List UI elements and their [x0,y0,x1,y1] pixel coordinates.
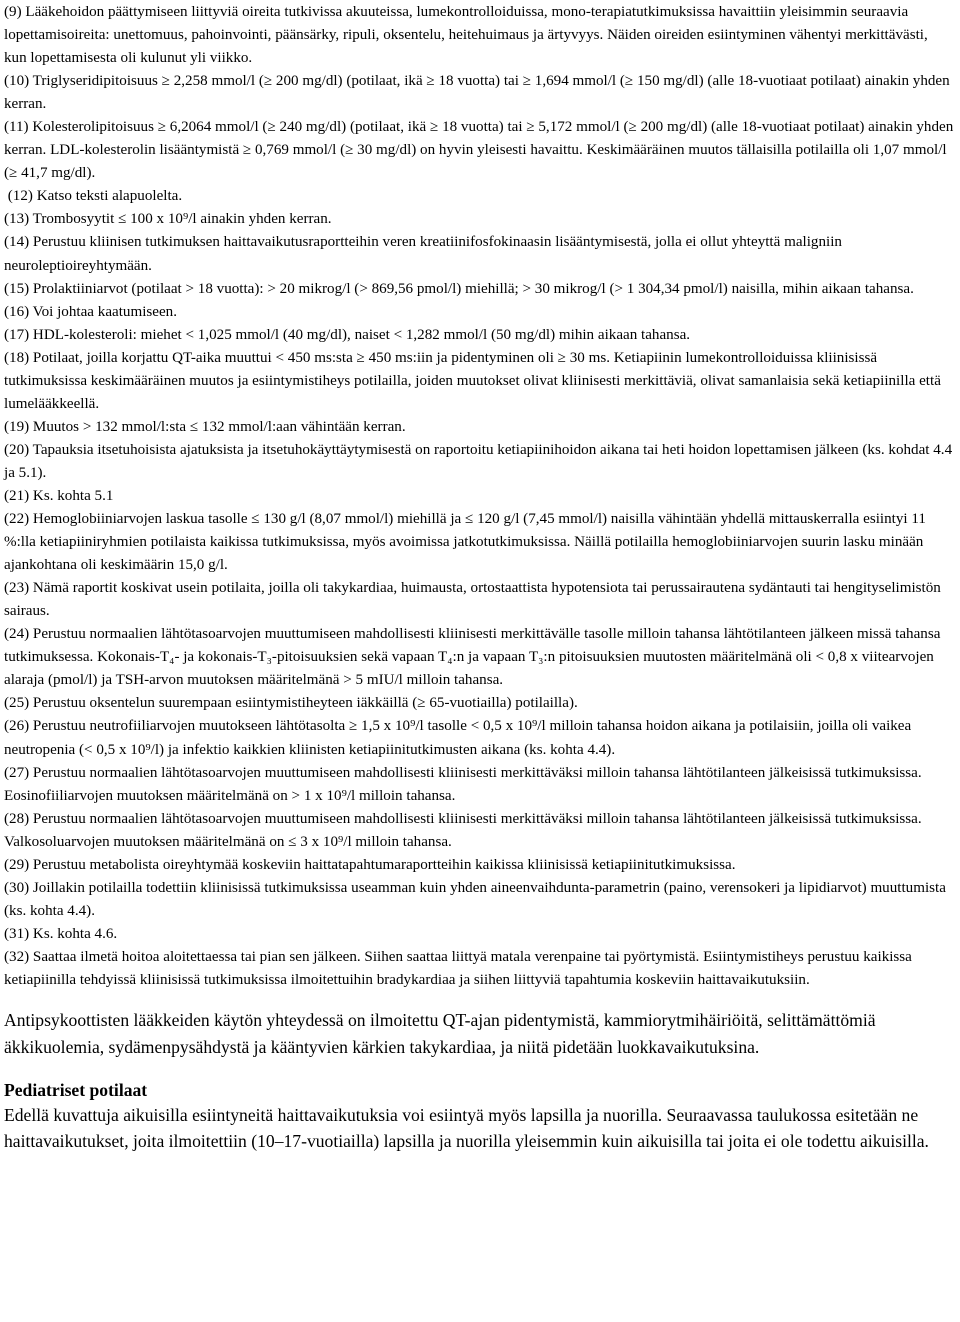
footnote-31: (31) Ks. kohta 4.6. [4,925,118,942]
footnote-29: (29) Perustuu metabolista oireyhtymää koskeviin haittatapahtumaraportteihin kaikissa kliinisissä ketiapiinitutkimuksissa. [4,856,736,873]
footnote-27: (27) Perustuu normaalien lähtötasoarvojen muuttumiseen mahdollisesti kliinisesti merkittäväksi milloin tahansa lähtötilanteen jälkeisissä tutkimuksissa. Eosinofiiliarvojen muutoksen määritelmänä on > 1 x 10⁹/l milloin tahansa. [4,764,926,804]
footnote-12: (12) Katso teksti alapuolelta. [4,188,183,205]
footnote-24: (24) Perustuu normaalien lähtötasoarvojen muuttumiseen mahdollisesti kliinisesti merkittävälle tasolle milloin tahansa lähtötilanteen jälkeen missä tahansa tutkimuksessa. Kokonais-T₄- ja kokonais-T₃-pitoisuuksien sekä vapaan T₄:n ja vapaan T₃:n pitoisuuksien muutosten määritelmänä oli < 0,8 x viitearvojen alaraja (pmol/l) ja TSH-arvon muutoksen määritelmänä > 5 mIU/l milloin tahansa. [4,626,945,689]
footnote-10: (10) Triglyseridipitoisuus ≥ 2,258 mmol/l (≥ 200 mg/dl) (potilaat, ikä ≥ 18 vuotta) tai ≥ 1,694 mmol/l (≥ 150 mg/dl) (alle 18-vuotiaat potilaat) ainakin yhden kerran. [4,73,954,113]
footnote-19: (19) Muutos > 132 mmol/l:sta ≤ 132 mmol/l:aan vähintään kerran. [4,418,406,435]
footnote-list [4,1,958,992]
pediatric-heading: Pediatriset potilaat [4,1080,148,1101]
footnote-23: (23) Nämä raportit koskivat usein potilaita, joilla oli takykardiaa, huimausta, ortostaattista hypotensiota tai perussairautena sydäntauti tai hengityselimistön sairaus. [4,580,945,620]
footnote-15: (15) Prolaktiiniarvot (potilaat > 18 vuotta): > 20 mikrog/l (> 869,56 pmol/l) miehillä; > 30 mikrog/l (> 1 304,34 pmol/l) naisilla, mihin aikaan tahansa. [4,280,914,297]
footnote-26: (26) Perustuu neutrofiiliarvojen muutokseen lähtötasolta ≥ 1,5 x 10⁹/l tasolle < 0,5 x 10⁹/l milloin tahansa hoidon aikana ja potilaisiin, joilla oli vaikea neutropenia (< 0,5 x 10⁹/l) ja infektio kaikkien kliinisten ketiapiinitutkimusten aikana (ks. kohta 4.4). [4,718,915,758]
footnote-13: (13) Trombosyytit ≤ 100 x 10⁹/l ainakin yhden kerran. [4,211,332,228]
footnote-18: (18) Potilaat, joilla korjattu QT-aika muuttui < 450 ms:sta ≥ 450 ms:iin ja pidentyminen oli ≥ 30 ms. Ketiapiinin lumekontrolloiduissa kliinisissä tutkimuksissa keskimääräinen muutos ja esiintymistiheys potilailla, joiden muutokset olivat kliinisesti merkittäviä, olivat samanlaisia sekä ketiapiinilla että lumelääkkeellä. [4,349,945,412]
document-page [4,0,958,1154]
footnote-11: (11) Kolesterolipitoisuus ≥ 6,2064 mmol/l (≥ 240 mg/dl) (potilaat, ikä ≥ 18 vuotta) tai ≥ 5,172 mmol/l (≥ 200 mg/dl) (alle 18-vuotiaat potilaat) ainakin yhden kerran. LDL-kolesterolin lisääntymistä ≥ 0,769 mmol/l (≥ 30 mg/dl) on hyvin yleisesti havaittu. Keskimääräinen muutos tällaisilla potilailla oli 1,07 mmol/l (≥ 41,7 mg/dl). [4,119,958,182]
footnote-16: (16) Voi johtaa kaatumiseen. [4,303,177,320]
footnote-21: (21) Ks. kohta 5.1 [4,487,114,504]
qt-prolongation-paragraph: Antipsykoottisten lääkkeiden käytön yhteydessä on ilmoitettu QT-ajan pidentymistä, kammiorytmihäiriöitä, selittämättömiä äkkikuolemia, sydämenpysähdystä ja kääntyvien kärkien takykardiaa, ja niitä pidetään luokkavaikutuksina. [4,1010,880,1058]
footnote-32: (32) Saattaa ilmetä hoitoa aloitettaessa tai pian sen jälkeen. Siihen saattaa liittyä matala verenpaine tai pyörtymistä. Esiintymistiheys perustuu kaikissa ketiapiinilla tehdyissä kliinisissä tutkimuksissa ilmoitettuihin bradykardiaa ja siihen liittyviä tapahtumia koskeviin haittavaikutuksiin. [4,948,916,988]
footnote-30: (30) Joillakin potilailla todettiin kliinisissä tutkimuksissa useamman kuin yhden aineenvaihdunta-parametrin (paino, verensokeri ja lipidiarvot) muuttumista (ks. kohta 4.4). [4,879,950,919]
footnote-9: (9) Lääkehoidon päättymiseen liittyviä oireita tutkivissa akuuteissa, lumekontrolloiduissa, mono-terapiatutkimuksissa havaittiin yleisimmin seuraavia lopettamisoireita: unettomuus, pahoinvointi, päänsärky, ripuli, oksentelu, heitehuimaus ja ärtyvyys. Näiden oireiden esiintyminen vähentyi merkittävästi, kun lopettamisesta oli kulunut yli viikko. [4,4,932,67]
footnote-17: (17) HDL-kolesteroli: miehet < 1,025 mmol/l (40 mg/dl), naiset < 1,282 mmol/l (50 mg/dl) mihin aikaan tahansa. [4,326,691,343]
footnote-25: (25) Perustuu oksentelun suurempaan esiintymistiheyteen iäkkäillä (≥ 65-vuotiailla) potilailla). [4,695,578,712]
footnote-28: (28) Perustuu normaalien lähtötasoarvojen muuttumiseen mahdollisesti kliinisesti merkittäväksi milloin tahansa lähtötilanteen jälkeisissä tutkimuksissa. Valkosoluarvojen muutoksen määritelmänä on ≤ 3 x 10⁹/l milloin tahansa. [4,810,926,850]
footnote-14: (14) Perustuu kliinisen tutkimuksen haittavaikutusraportteihin veren kreatiinifosfokinaasin lisääntymisestä, jolla ei ollut yhteyttä maligniin neuroleptioireyhtymään. [4,234,846,274]
footnote-20: (20) Tapauksia itsetuhoisista ajatuksista ja itsetuhokäyttäytymisestä on raportoitu ketiapiinihoidon aikana tai heti hoidon lopettamisen jälkeen (ks. kohdat 4.4 ja 5.1). [4,441,956,481]
footnote-22: (22) Hemoglobiiniarvojen laskua tasolle ≤ 130 g/l (8,07 mmol/l) miehillä ja ≤ 120 g/l (7,45 mmol/l) naisilla vähintään yhdellä mittauskerralla esiintyi 11 %:lla ketiapiiniryhmien potilaista kaikissa tutkimuksissa, myös avoimissa jatkotutkimuksissa. Näillä potilailla hemoglobiiniarvojen suurin lasku minään ajankohtana oli keskimäärin 15,0 g/l. [4,511,930,574]
pediatric-paragraph: Edellä kuvattuja aikuisilla esiintyneitä haittavaikutuksia voi esiintyä myös lapsilla ja nuorilla. Seuraavassa taulukossa esitetään ne haittavaikutukset, joita ilmoitettiin (10–17-vuotiailla) lapsilla ja nuorilla yleisemmin kuin aikuisilla tai joita ei ole todettu aikuisilla. [4,1105,929,1152]
